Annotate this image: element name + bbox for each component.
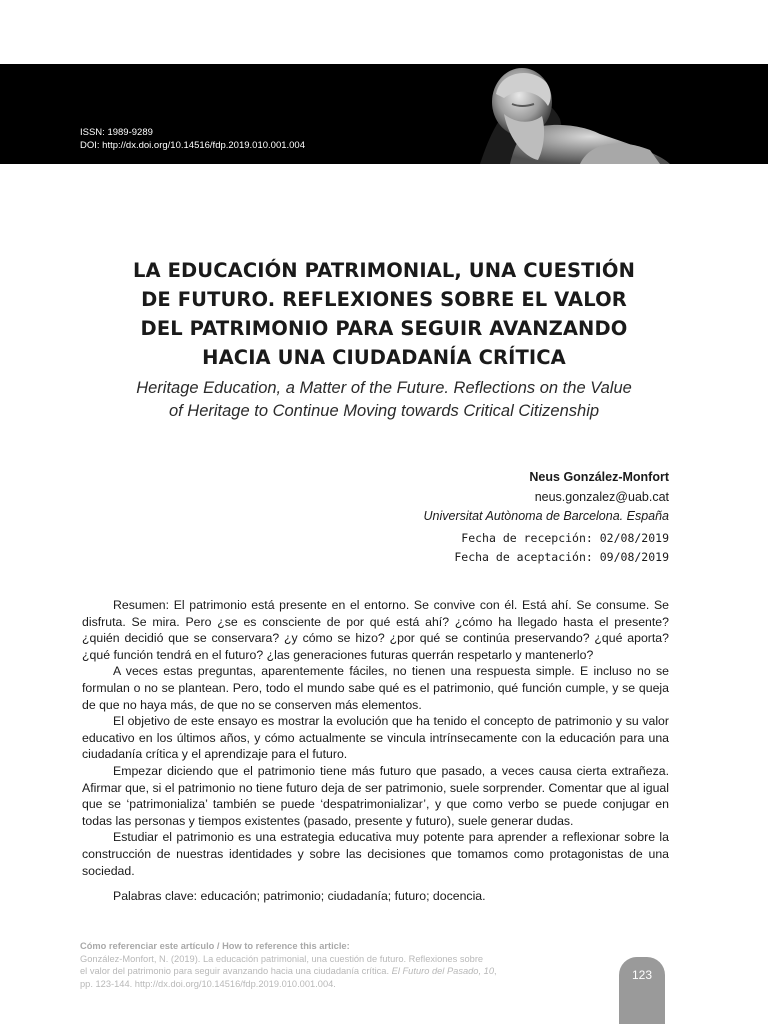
author-block [423,468,669,527]
abstract-paragraph: Estudiar el patrimonio es una estrategia educativa muy potente para aprender a reflexionar sobre la construcción de nuestras identidades y sobre las decisiones que tomamos como protagonistas de una sociedad. [82,830,669,878]
received-date: Fecha de recepción: 02/08/2019 [461,531,669,545]
issn: ISSN: 1989-9289 [80,127,153,138]
accepted-date: Fecha de aceptación: 09/08/2019 [454,550,669,564]
abstract-paragraph [82,597,669,663]
abstract-paragraph: A veces estas preguntas, aparentemente fáciles, no tienen una respuesta simple. E incluso no se formulan o no se plantean. Pero, todo el mundo sabe qué es el patrimonio, qué función cumple, y se queja de que no haya más, de que no se conserven más elementos. [82,664,669,712]
author-email[interactable]: neus.gonzalez@uab.cat [534,489,669,504]
citation-journal: El Futuro del Pasado, 10 [391,966,494,976]
journal-identifiers [80,126,305,152]
author-institution: Universitat Autònoma de Barcelona. España [423,509,669,523]
subtitle-line: of Heritage to Continue Moving towards Critical Citizenship [168,402,600,420]
keywords-paragraph [82,888,669,905]
keywords-label: Palabras clave: [113,889,198,904]
citation-line [80,965,580,978]
abstract-paragraph: Empezar diciendo que el patrimonio tiene más futuro que pasado, a veces causa cierta extrañeza. Afirmar que, si el patrimonio no tiene futuro deja de ser patrimonio, suele sorprender. Comentar que al igual que se ‘patrimonializa’ también se puede ‘despatrimonializar’, y que como verbo se puede conjugar en todas las personas y tiempos existentes (pasado, presente y futuro), suele generar dudas. [82,763,669,828]
title-line: DE FUTURO. REFLEXIONES SOBRE EL VALOR [141,288,627,311]
title-line: LA EDUCACIÓN PATRIMONIAL, UNA CUESTIÓN [132,259,636,282]
title-line: HACIA UNA CIUDADANÍA CRÍTICA [202,346,566,369]
citation-heading: Cómo referenciar este artículo / How to reference this article: [80,941,350,951]
dates-block [454,529,669,567]
abstract [82,597,669,905]
abstract-paragraph: El objetivo de este ensayo es mostrar la evolución que ha tenido el concepto de patrimonio y su valor educativo en los últimos años, y cómo actualmente se vincula intrínsecamente con la educación para una ciudadanía crítica y el aprendizaje para el futuro. [82,714,669,762]
citation-punct: , [494,966,497,976]
citation-line: pp. 123-144. http://dx.doi.org/10.14516/fdp.2019.010.001.004. [80,978,336,989]
abstract-label: Resumen: [113,598,170,612]
author-name: Neus González-Monfort [529,470,669,484]
statue-bust-image [460,64,680,164]
doi-link[interactable]: DOI: http://dx.doi.org/10.14516/fdp.2019.010.001.004 [80,140,306,151]
keywords-text: educación; patrimonio; ciudadanía; futuro; docencia. [200,889,486,904]
title-line: DEL PATRIMONIO PARA SEGUIR AVANZANDO [140,317,628,340]
article-subtitle [90,377,678,423]
abstract-text: El patrimonio está presente en el entorno. Se convive con él. Está ahí. Se consume. Se disfruta. Se mira. Pero ¿se es consciente de por qué está ahí? ¿cómo ha llegado hasta el presente? ¿quién decidió que se conservara? ¿y cómo se hizo? ¿por qué se continúa preservando? ¿qué aporta? ¿qué función tendrá en el futuro? ¿las generaciones futuras querrán respetarlo y mantenerlo? [82,598,670,662]
citation-block [80,940,580,990]
page-number-tab [619,957,665,1024]
page-number: 123 [631,968,653,982]
citation-text: el valor del patrimonio para seguir avanzando hacia una ciudadanía crítica. [80,966,390,976]
journal-banner [0,64,768,164]
subtitle-line: Heritage Education, a Matter of the Future. Reflections on the Value [136,379,632,397]
article-title [100,256,668,372]
citation-line: González-Monfort, N. (2019). La educación patrimonial, una cuestión de futuro. Reflexiones sobre [80,953,484,964]
